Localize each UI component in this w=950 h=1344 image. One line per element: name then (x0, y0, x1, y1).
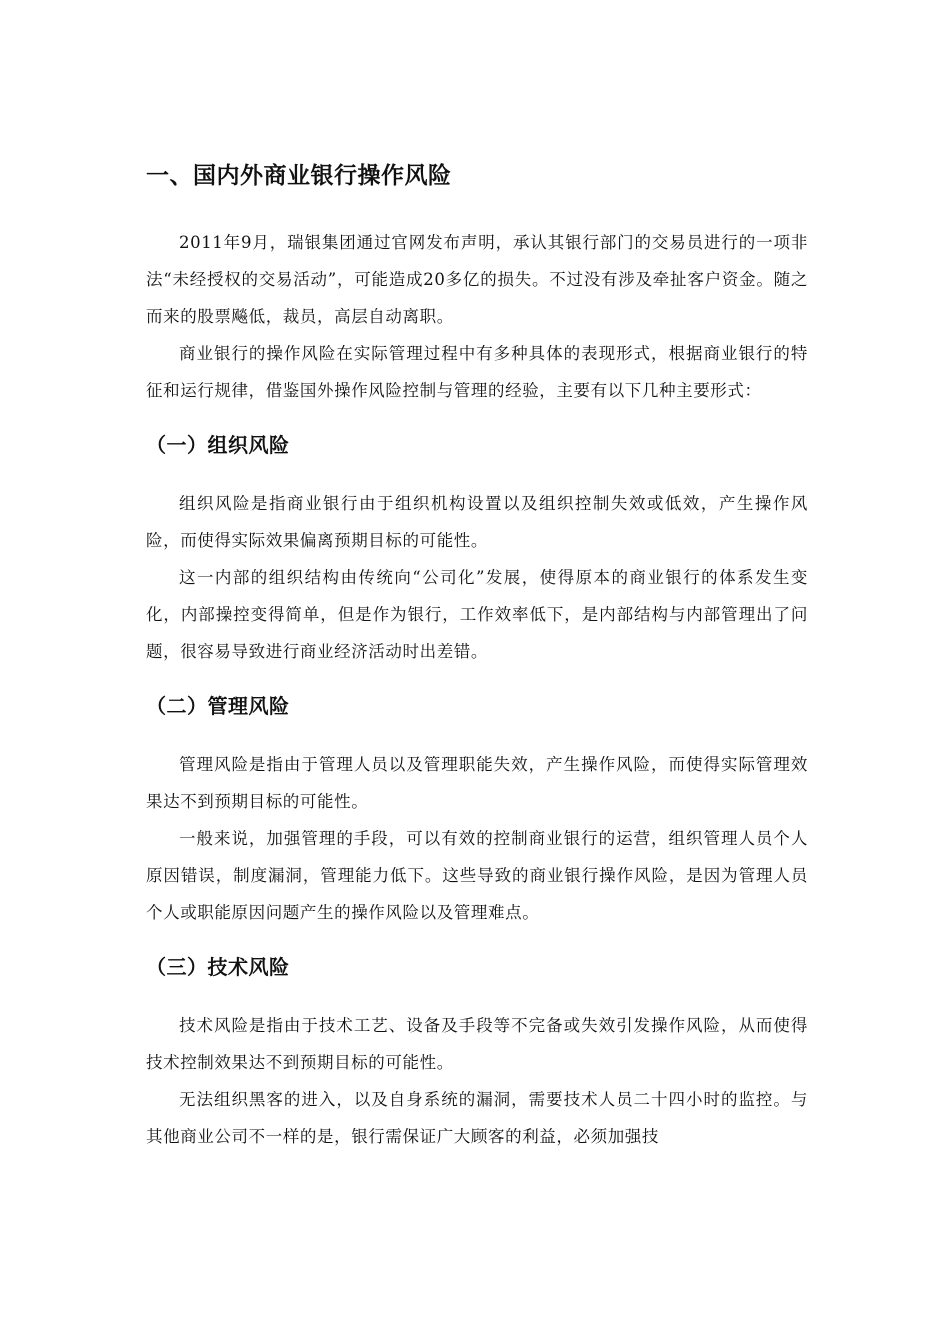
section-heading-technical-risk: （三）技术风险 (146, 955, 290, 979)
technical-risk-paragraph-1: 技术风险是指由于技术工艺、设备及手段等不完备或失效引发操作风险，从而使得技术控制效果达不到预期目标的可能性。 (146, 1016, 808, 1072)
organization-risk-paragraph-2: 这一内部的组织结构由传统向“公司化”发展，使得原本的商业银行的体系发生变化，内部操控变得简单，但是作为银行，工作效率低下，是内部结构与内部管理出了问题，很容易导致进行商业经济活动时出差错。 (146, 568, 808, 661)
section-heading-organization-risk: （一）组织风险 (146, 433, 290, 457)
intro-paragraph-2: 商业银行的操作风险在实际管理过程中有多种具体的表现形式，根据商业银行的特征和运行规律，借鉴国外操作风险控制与管理的经验，主要有以下几种主要形式： (146, 344, 808, 400)
document-body (146, 156, 808, 1155)
section-heading-management-risk: （二）管理风险 (146, 694, 290, 718)
main-title: 一、国内外商业银行操作风险 (146, 163, 452, 189)
management-risk-paragraph-1: 管理风险是指由于管理人员以及管理职能失效，产生操作风险，而使得实际管理效果达不到预期目标的可能性。 (146, 755, 808, 811)
technical-risk-paragraph-2: 无法组织黑客的进入，以及自身系统的漏洞，需要技术人员二十四小时的监控。与其他商业公司不一样的是，银行需保证广大顾客的利益，必须加强技 (146, 1090, 808, 1146)
organization-risk-paragraph-1: 组织风险是指商业银行由于组织机构设置以及组织控制失效或低效，产生操作风险，而使得实际效果偏离预期目标的可能性。 (146, 494, 808, 550)
management-risk-paragraph-2: 一般来说，加强管理的手段，可以有效的控制商业银行的运营，组织管理人员个人原因错误，制度漏洞，管理能力低下。这些导致的商业银行操作风险，是因为管理人员个人或职能原因问题产生的操作风险以及管理难点。 (146, 829, 808, 922)
intro-paragraph-1: 2011年9月，瑞银集团通过官网发布声明，承认其银行部门的交易员进行的一项非法“未经授权的交易活动”，可能造成20多亿的损失。不过没有涉及牵扯客户资金。随之而来的股票飚低，裁员，高层自动离职。 (146, 233, 808, 326)
